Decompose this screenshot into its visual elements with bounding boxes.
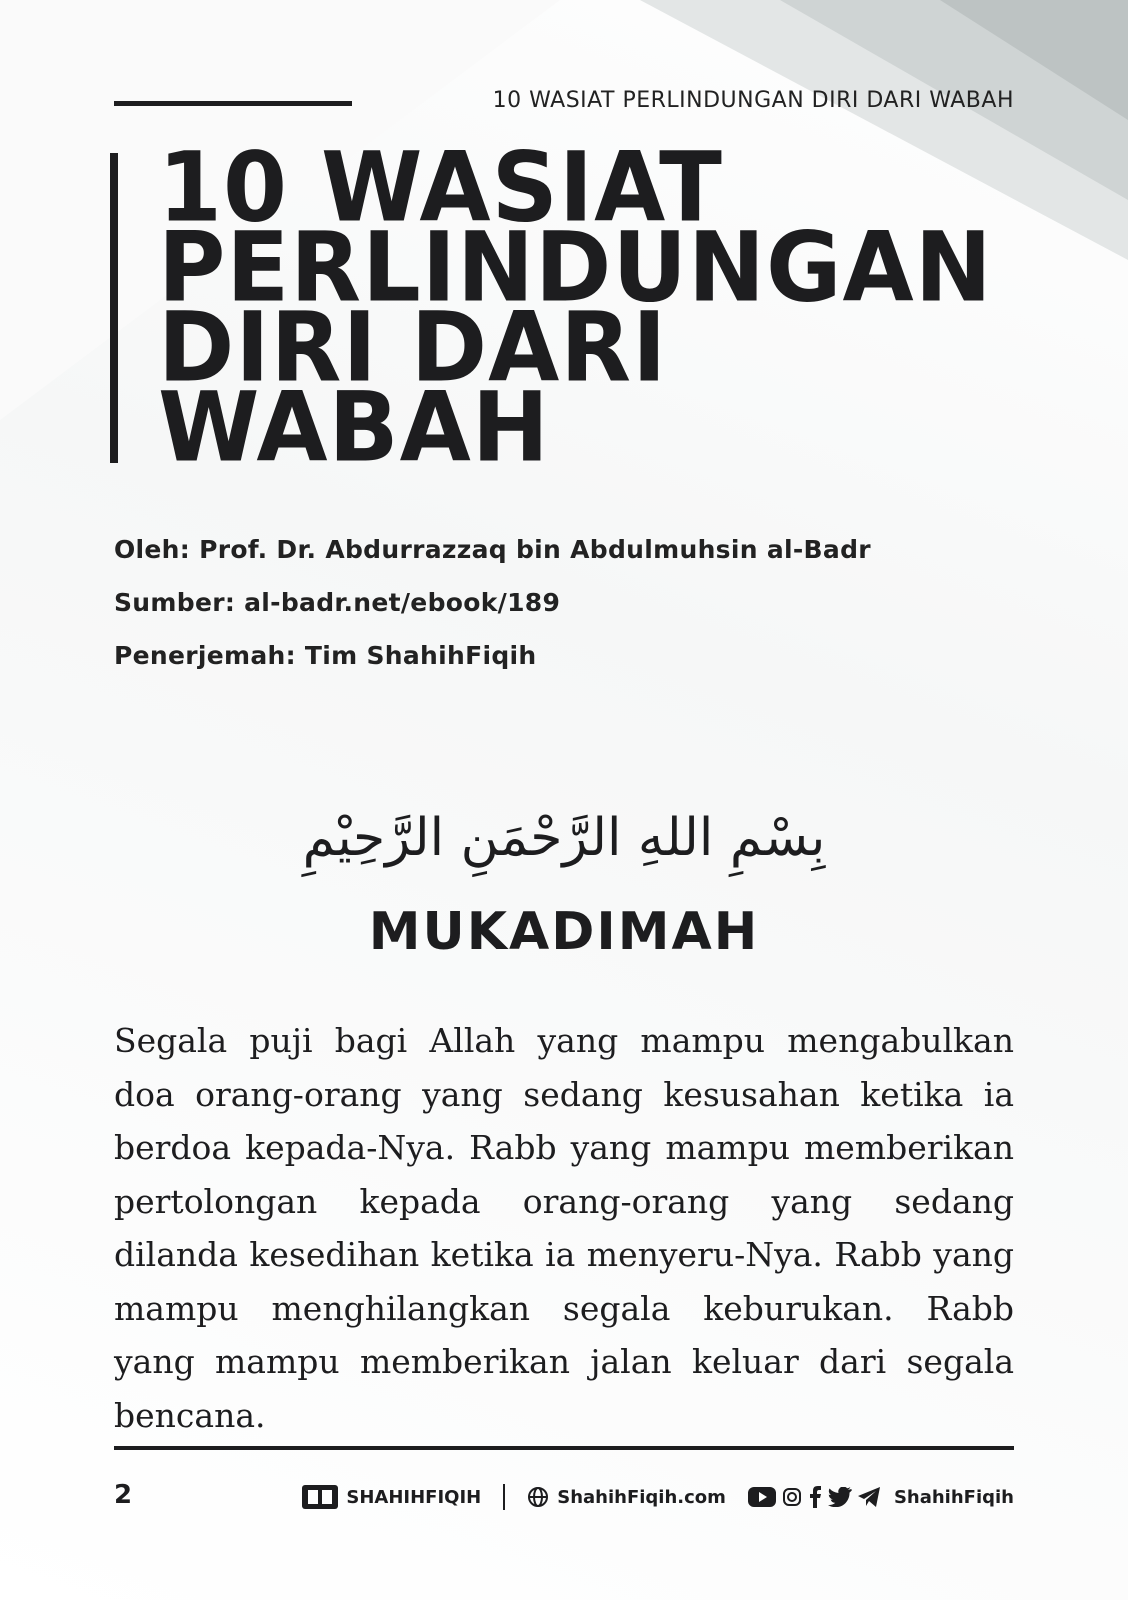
social-icons — [748, 1486, 1014, 1508]
main-title — [158, 131, 993, 484]
title-accent-bar — [110, 153, 118, 463]
book-icon — [302, 1485, 338, 1509]
basmala-calligraphy: بِسْمِ اللهِ الرَّحْمَنِ الرَّحِيْمِ — [302, 808, 826, 868]
facebook-icon[interactable] — [808, 1486, 822, 1508]
footer-separator — [503, 1484, 505, 1510]
youtube-icon[interactable] — [748, 1487, 776, 1507]
section-heading: MUKADIMAH — [368, 902, 760, 962]
footer-rule — [114, 1446, 1014, 1450]
title-line: DIRI DARI — [158, 291, 668, 404]
publication-meta — [114, 523, 871, 682]
telegram-icon[interactable] — [858, 1487, 880, 1507]
source-line: Sumber: al-badr.net/ebook/189 — [114, 588, 561, 617]
twitter-icon[interactable] — [828, 1487, 852, 1507]
title-line: WABAH — [158, 371, 550, 484]
instagram-icon[interactable] — [782, 1487, 802, 1507]
brand-name: SHAHIHFIQIH — [346, 1486, 482, 1508]
translator-line: Penerjemah: Tim ShahihFiqih — [114, 641, 537, 670]
social-handle[interactable]: ShahihFiqih — [893, 1486, 1014, 1508]
page-number: 2 — [114, 1480, 133, 1510]
globe-icon — [527, 1486, 549, 1508]
title-line: 10 WASIAT — [158, 131, 723, 244]
author-line: Oleh: Prof. Dr. Abdurrazzaq bin Abdulmuhsin al-Badr — [114, 535, 871, 564]
running-title: 10 WASIAT PERLINDUNGAN DIRI DARI WABAH — [492, 88, 1014, 113]
body-paragraph: Segala puji bagi Allah yang mampu mengabulkan doa orang-orang yang sedang kesusahan ketika ia berdoa kepada-Nya. Rabb yang mampu memberikan pertolongan kepada orang-orang yang sedang dilanda kesedihan ketika ia menyeru-Nya. Rabb yang mampu menghilangkan segala keburukan. Rabb yang mampu memberikan jalan keluar dari segala bencana. — [114, 1021, 1014, 1435]
title-line: PERLINDUNGAN — [158, 211, 993, 324]
header-rule — [114, 101, 352, 106]
website-link[interactable]: ShahihFiqih.com — [557, 1486, 726, 1508]
footer-brand — [302, 1484, 1014, 1510]
